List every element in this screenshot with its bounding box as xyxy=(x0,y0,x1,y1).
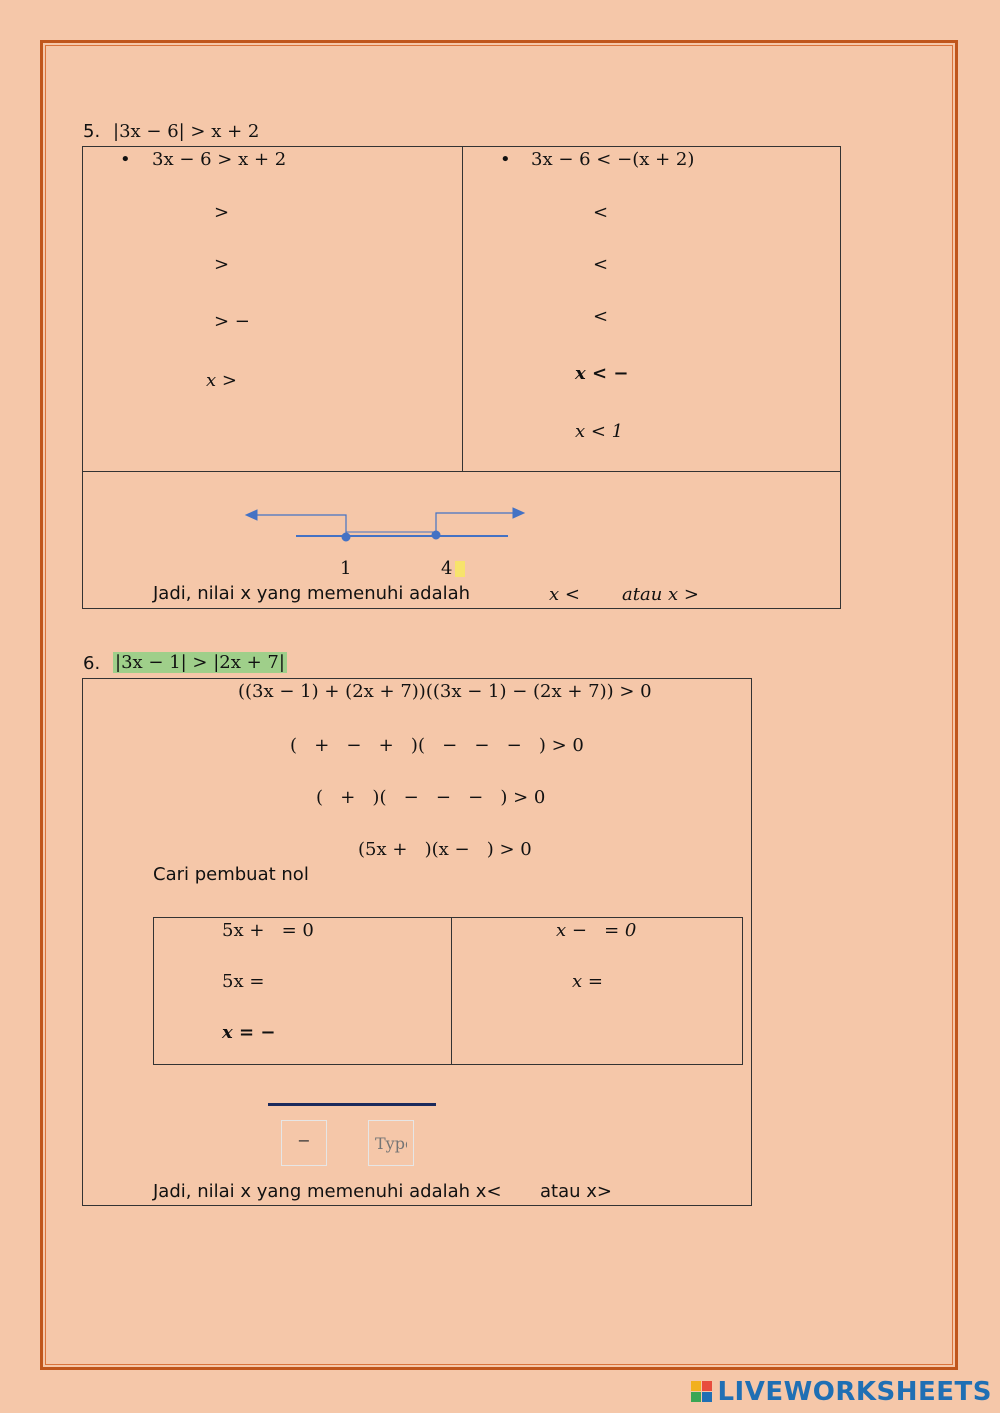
q5-conclusion-text: Jadi, nilai x yang memenuhi adalah xyxy=(153,583,471,604)
liveworksheets-logo-icon xyxy=(691,1381,713,1403)
numberline-point-4 xyxy=(432,531,440,539)
q6-left-c: x = − xyxy=(222,1022,276,1043)
logo-text: LIVEWORKSHEETS xyxy=(717,1377,992,1407)
q5-right-step2: < xyxy=(593,254,609,275)
answer-input-2[interactable] xyxy=(368,1120,414,1166)
numberline-left-ray xyxy=(250,515,346,536)
q5-left-step4: x > xyxy=(206,370,237,391)
fraction-bar xyxy=(268,1103,436,1106)
numberline-left-arrow xyxy=(246,510,257,520)
numberline-point-1 xyxy=(342,533,350,541)
q5-right-step1: < xyxy=(593,202,609,223)
q6-line2: ( + − + )( − − − ) > 0 xyxy=(290,735,584,756)
q5-number: 5. xyxy=(83,121,101,142)
q5-numberline-label-1: 1 xyxy=(340,558,352,579)
q6-line4: (5x + )(x − ) > 0 xyxy=(358,839,532,860)
q6-conclusion: Jadi, nilai x yang memenuhi adalah x< xyxy=(153,1181,502,1202)
q5-left-step2: > xyxy=(214,254,230,275)
q6-conclusion-or: atau x> xyxy=(540,1181,612,1202)
q5-left-first: 3x − 6 > x + 2 xyxy=(152,149,287,170)
q5-right-bullet: • xyxy=(500,149,511,170)
numberline-right-arrow xyxy=(513,508,524,518)
q5-right-step4: x < − xyxy=(575,363,629,384)
q5-numberline-label-4: 4 xyxy=(441,558,453,579)
q5-yellow-marker xyxy=(455,561,465,577)
q5-row-divider xyxy=(82,471,841,472)
q5-right-step5: x < 1 xyxy=(575,421,624,442)
q6-zero-divider xyxy=(451,917,452,1065)
q5-left-step1: > xyxy=(214,202,230,223)
q6-pembuat-nol: Cari pembuat nol xyxy=(153,864,309,885)
q6-number: 6. xyxy=(83,653,101,674)
q6-left-a: 5x + = 0 xyxy=(222,920,314,941)
numberline-right-ray xyxy=(436,513,516,536)
q5-conclusion-math2: atau x > xyxy=(622,584,699,605)
q5-divider xyxy=(462,146,463,471)
q5-conclusion-math1: x < xyxy=(549,584,580,605)
q6-right-a: x − = 0 xyxy=(556,920,637,941)
answer-input-1[interactable]: − xyxy=(281,1120,327,1166)
q5-right-step3: < xyxy=(593,306,609,327)
q5-numberline xyxy=(240,500,540,550)
q5-left-step3: > − xyxy=(214,311,250,332)
q5-right-first: 3x − 6 < −(x + 2) xyxy=(531,149,695,170)
q6-left-b: 5x = xyxy=(222,971,265,992)
q6-right-b: x = xyxy=(572,971,603,992)
q5-problem: |3x − 6| > x + 2 xyxy=(113,121,260,142)
q6-problem: |3x − 1| > |2x + 7| xyxy=(115,652,285,673)
q5-left-bullet: • xyxy=(120,149,131,170)
liveworksheets-logo[interactable] xyxy=(691,1377,992,1407)
q6-line1: ((3x − 1) + (2x + 7))((3x − 1) − (2x + 7)) > 0 xyxy=(238,681,652,702)
q6-line3: ( + )( − − − ) > 0 xyxy=(316,787,546,808)
